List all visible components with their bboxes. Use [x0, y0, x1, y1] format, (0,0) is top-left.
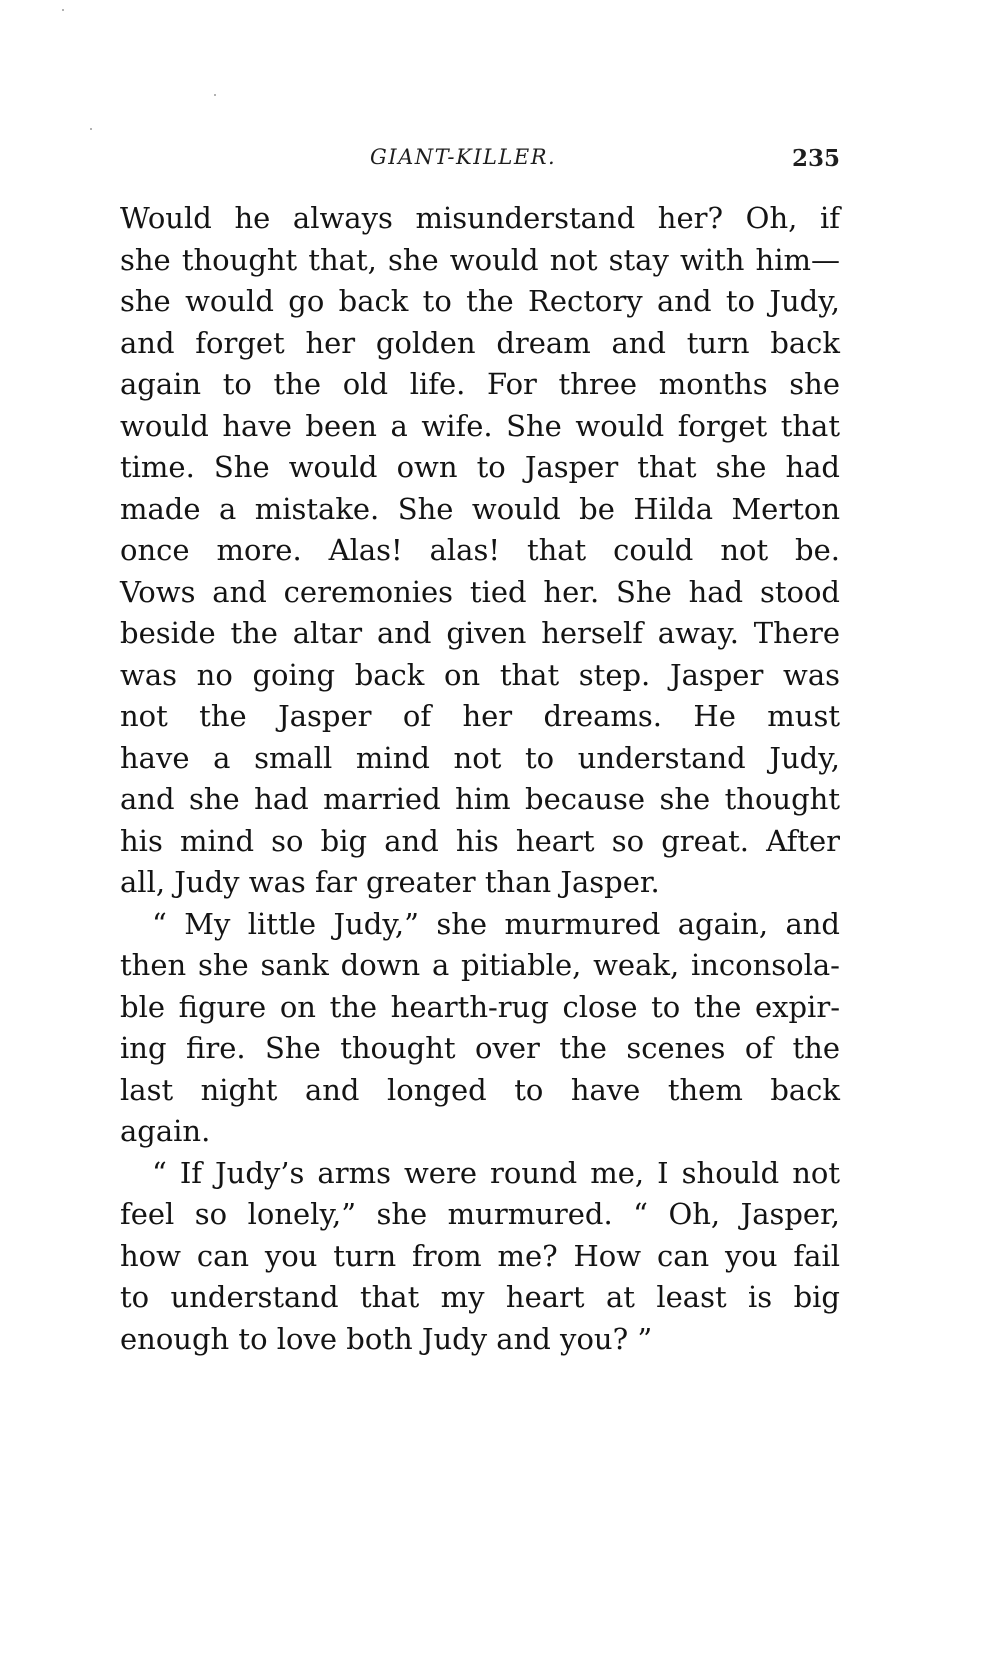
- text-line: and forget her golden dream and turn back: [120, 325, 840, 360]
- text-line: she thought that, she would not stay with him—: [120, 242, 840, 277]
- text-line: “ My little Judy,” she murmured again, and: [152, 906, 840, 941]
- text-line: ing fire. She thought over the scenes of the: [120, 1031, 840, 1065]
- text-line: made a mistake. She would be Hilda Merton: [120, 491, 840, 526]
- running-title: GIANT-KILLER.: [370, 145, 557, 169]
- text-line: Vows and ceremonies tied her. She had stood: [120, 574, 840, 609]
- text-line: last night and longed to have them back: [120, 1072, 840, 1107]
- text-line: Would he always misunderstand her? Oh, if: [120, 201, 840, 235]
- text-line: then she sank down a pitiable, weak, inconsola-: [120, 948, 840, 982]
- text-line: time. She would own to Jasper that she had: [120, 450, 840, 484]
- text-line: was no going back on that step. Jasper was: [120, 657, 840, 692]
- paper-speck: [90, 128, 92, 130]
- text-line: feel so lonely,” she murmured. “ Oh, Jasper,: [120, 1197, 840, 1231]
- text-line: ble figure on the hearth-rug close to the expir-: [120, 989, 840, 1024]
- text-line: to understand that my heart at least is big: [120, 1280, 840, 1314]
- text-line: have a small mind not to understand Judy,: [120, 740, 840, 775]
- page-number: 235: [791, 145, 840, 172]
- page-header: [120, 143, 840, 179]
- paper-speck: [214, 94, 216, 96]
- text-line: enough to love both Judy and you? ”: [120, 1321, 653, 1356]
- text-line: she would go back to the Rectory and to Judy,: [120, 284, 840, 318]
- paper-speck: [62, 9, 64, 11]
- text-line: all, Judy was far greater than Jasper.: [120, 865, 660, 899]
- text-line: his mind so big and his heart so great. After: [120, 823, 840, 858]
- text-line: and she had married him because she thought: [120, 782, 840, 816]
- text-line: “ If Judy’s arms were round me, I should not: [152, 1155, 840, 1190]
- text-line: would have been a wife. She would forget that: [120, 408, 840, 443]
- text-line: beside the altar and given herself away. There: [120, 616, 840, 650]
- text-line: not the Jasper of her dreams. He must: [120, 699, 840, 733]
- body-text: [120, 198, 840, 1360]
- text-line: again to the old life. For three months she: [120, 367, 840, 401]
- text-line: once more. Alas! alas! that could not be.: [120, 533, 840, 567]
- text-line: how can you turn from me? How can you fail: [120, 1238, 840, 1273]
- text-line: again.: [120, 1114, 211, 1148]
